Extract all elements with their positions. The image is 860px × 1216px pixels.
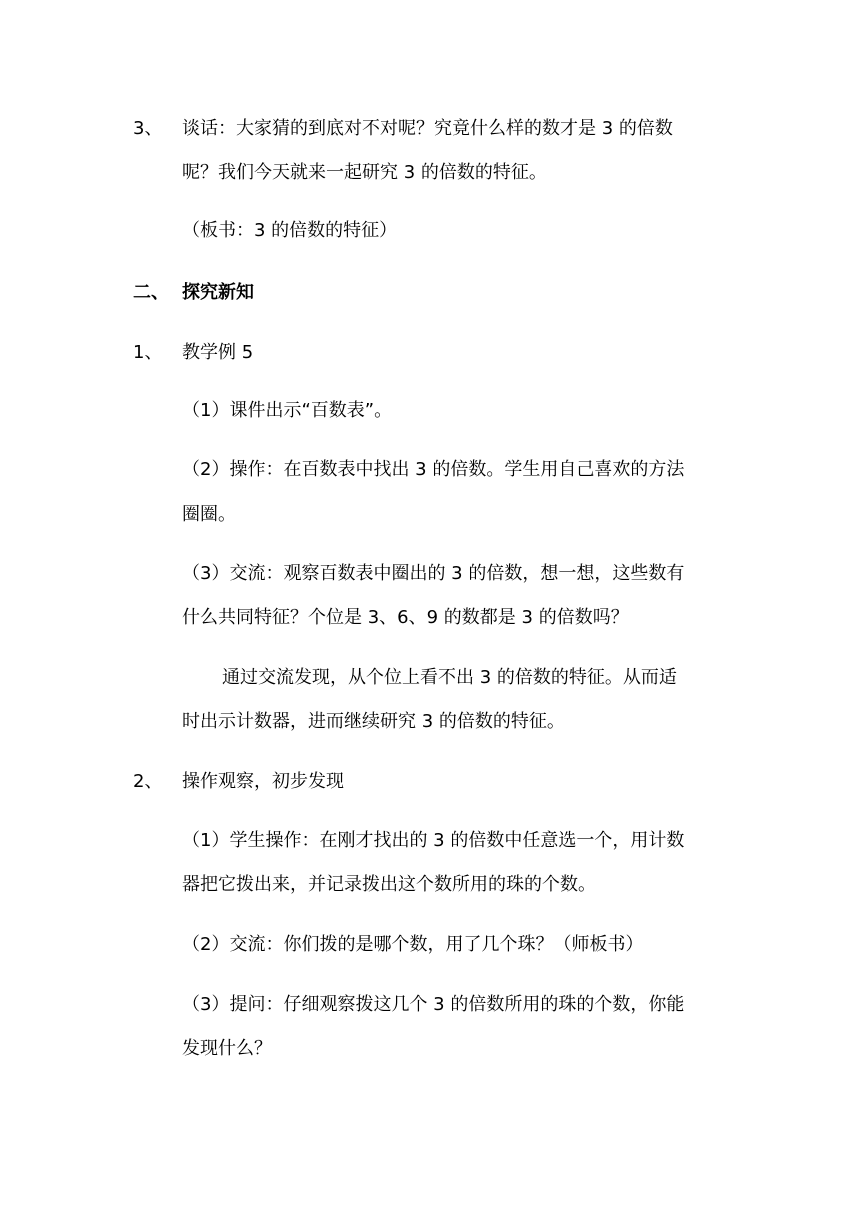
item-1-paragraph-3-line-2: 什么共同特征？个位是 3、6、9 的数都是 3 的倍数吗？: [182, 607, 629, 628]
item-1-paragraph-3-line-1: （3）交流：观察百数表中圈出的 3 的倍数，想一想，这些数有: [182, 563, 685, 584]
item-1-title: 教学例 5: [182, 342, 254, 363]
item-2-title: 操作观察，初步发现: [182, 771, 344, 792]
item-1-number: 1、: [133, 342, 163, 363]
section-2-number: 二、: [133, 282, 169, 303]
item-2-paragraph-1-line-2: 器把它拨出来，并记录拨出这个数所用的珠的个数。: [182, 874, 596, 895]
item-2-paragraph-2: （2）交流：你们拨的是哪个数，用了几个珠？（师板书）: [182, 934, 644, 955]
item-1-paragraph-2-line-1: （2）操作：在百数表中找出 3 的倍数。学生用自己喜欢的方法: [182, 459, 685, 480]
item-2-paragraph-1-line-1: （1）学生操作：在刚才找出的 3 的倍数中任意选一个，用计数: [182, 830, 685, 851]
item-1-paragraph-4-line-2: 时出示计数器，进而继续研究 3 的倍数的特征。: [182, 711, 565, 732]
item-2-number: 2、: [133, 771, 163, 792]
item-3-line-2: 呢？我们今天就来一起研究 3 的倍数的特征。: [182, 162, 547, 183]
section-2-title: 探究新知: [182, 282, 254, 303]
item-3-number: 3、: [133, 118, 163, 139]
item-2-paragraph-3-line-2: 发现什么？: [182, 1038, 272, 1059]
item-2-paragraph-3-line-1: （3）提问：仔细观察拨这几个 3 的倍数所用的珠的个数，你能: [182, 994, 685, 1015]
item-1-paragraph-2-line-2: 圈圈。: [182, 504, 236, 525]
item-3-board-note: （板书：3 的倍数的特征）: [182, 220, 398, 241]
item-1-paragraph-1: （1）课件出示“百数表”。: [182, 400, 393, 421]
item-1-paragraph-4-line-1: 通过交流发现，从个位上看不出 3 的倍数的特征。从而适: [222, 667, 677, 688]
item-3-line-1: 谈话：大家猜的到底对不对呢？究竟什么样的数才是 3 的倍数: [182, 118, 673, 139]
